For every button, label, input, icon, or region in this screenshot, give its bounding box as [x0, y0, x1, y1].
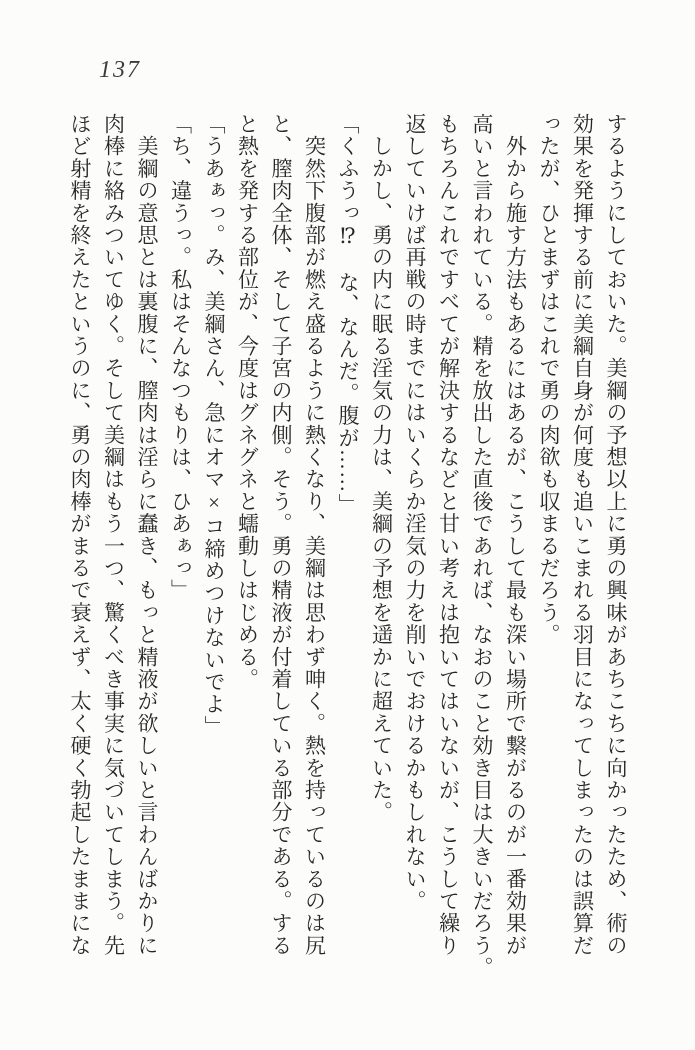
text-line-15: 美綱の意思とは裏腹に、膣肉は淫らに蠢き、もっと精液が欲しいと言わんばかりに: [135, 113, 159, 957]
text-line-1: するようにしておいた。美綱の予想以上に勇の興味があちこちに向かったため、術の: [604, 113, 628, 957]
text-line-13: 「うあぁっ。み、美綱さん、急にオマ×コ締めつけないでよ」: [202, 113, 226, 738]
text-line-8: しかし、勇の内に眠る淫気の力は、美綱の予想を遥かに超えていた。: [369, 113, 394, 824]
text-line-14: 「ち、違うっ。私はそんなつもりは、ひあぁっ」: [168, 113, 193, 602]
text-line-11: と、膣肉全体、そして子宮の内側。そう。勇の精液が付着している部分である。する: [269, 113, 293, 957]
page-number: 137: [99, 57, 141, 83]
body-text: [62, 113, 632, 979]
text-line-17: ほど射精を終えたというのに、勇の肉棒がまるで衰えず、太く硬く勃起したままにな: [68, 113, 92, 957]
text-line-6: もちろんこれですべてが解決するなどと甘い考えは抱いてはいないが、こうして繰り: [436, 113, 461, 957]
text-line-9: 「くふうっ⁉ な、なんだ。腹が……」: [336, 113, 360, 516]
text-line-2: 効果を発揮する前に美綱自身が何度も追いこまれる羽目になってしまったのは誤算だ: [570, 113, 595, 957]
text-line-5: 高いと言われている。精を放出した直後であれば、なおのこと効き目は大きいだろう。: [470, 113, 494, 979]
text-line-3: ったが、ひとまずはこれで勇の肉欲も収まるだろう。: [537, 113, 561, 646]
text-line-7: 返していけば再戦の時までにはいくらか淫気の力を削いでおけるかもしれない。: [403, 113, 427, 913]
text-line-4: 外から施す方法もあるにはあるが、こうして最も深い場所で繋がるのが一番効果が: [503, 113, 528, 957]
text-line-10: 突然下腹部が燃え盛るように熱くなり、美綱は思わず呻く。熱を持っているのは尻: [302, 113, 327, 957]
text-line-16: 肉棒に絡みついてゆく。そして美綱はもう一つ、驚くべき事実に気づいてしまう。先: [101, 113, 126, 957]
text-line-12: と熱を発する部位が、今度はグネグネと蠕動しはじめる。: [235, 113, 260, 691]
